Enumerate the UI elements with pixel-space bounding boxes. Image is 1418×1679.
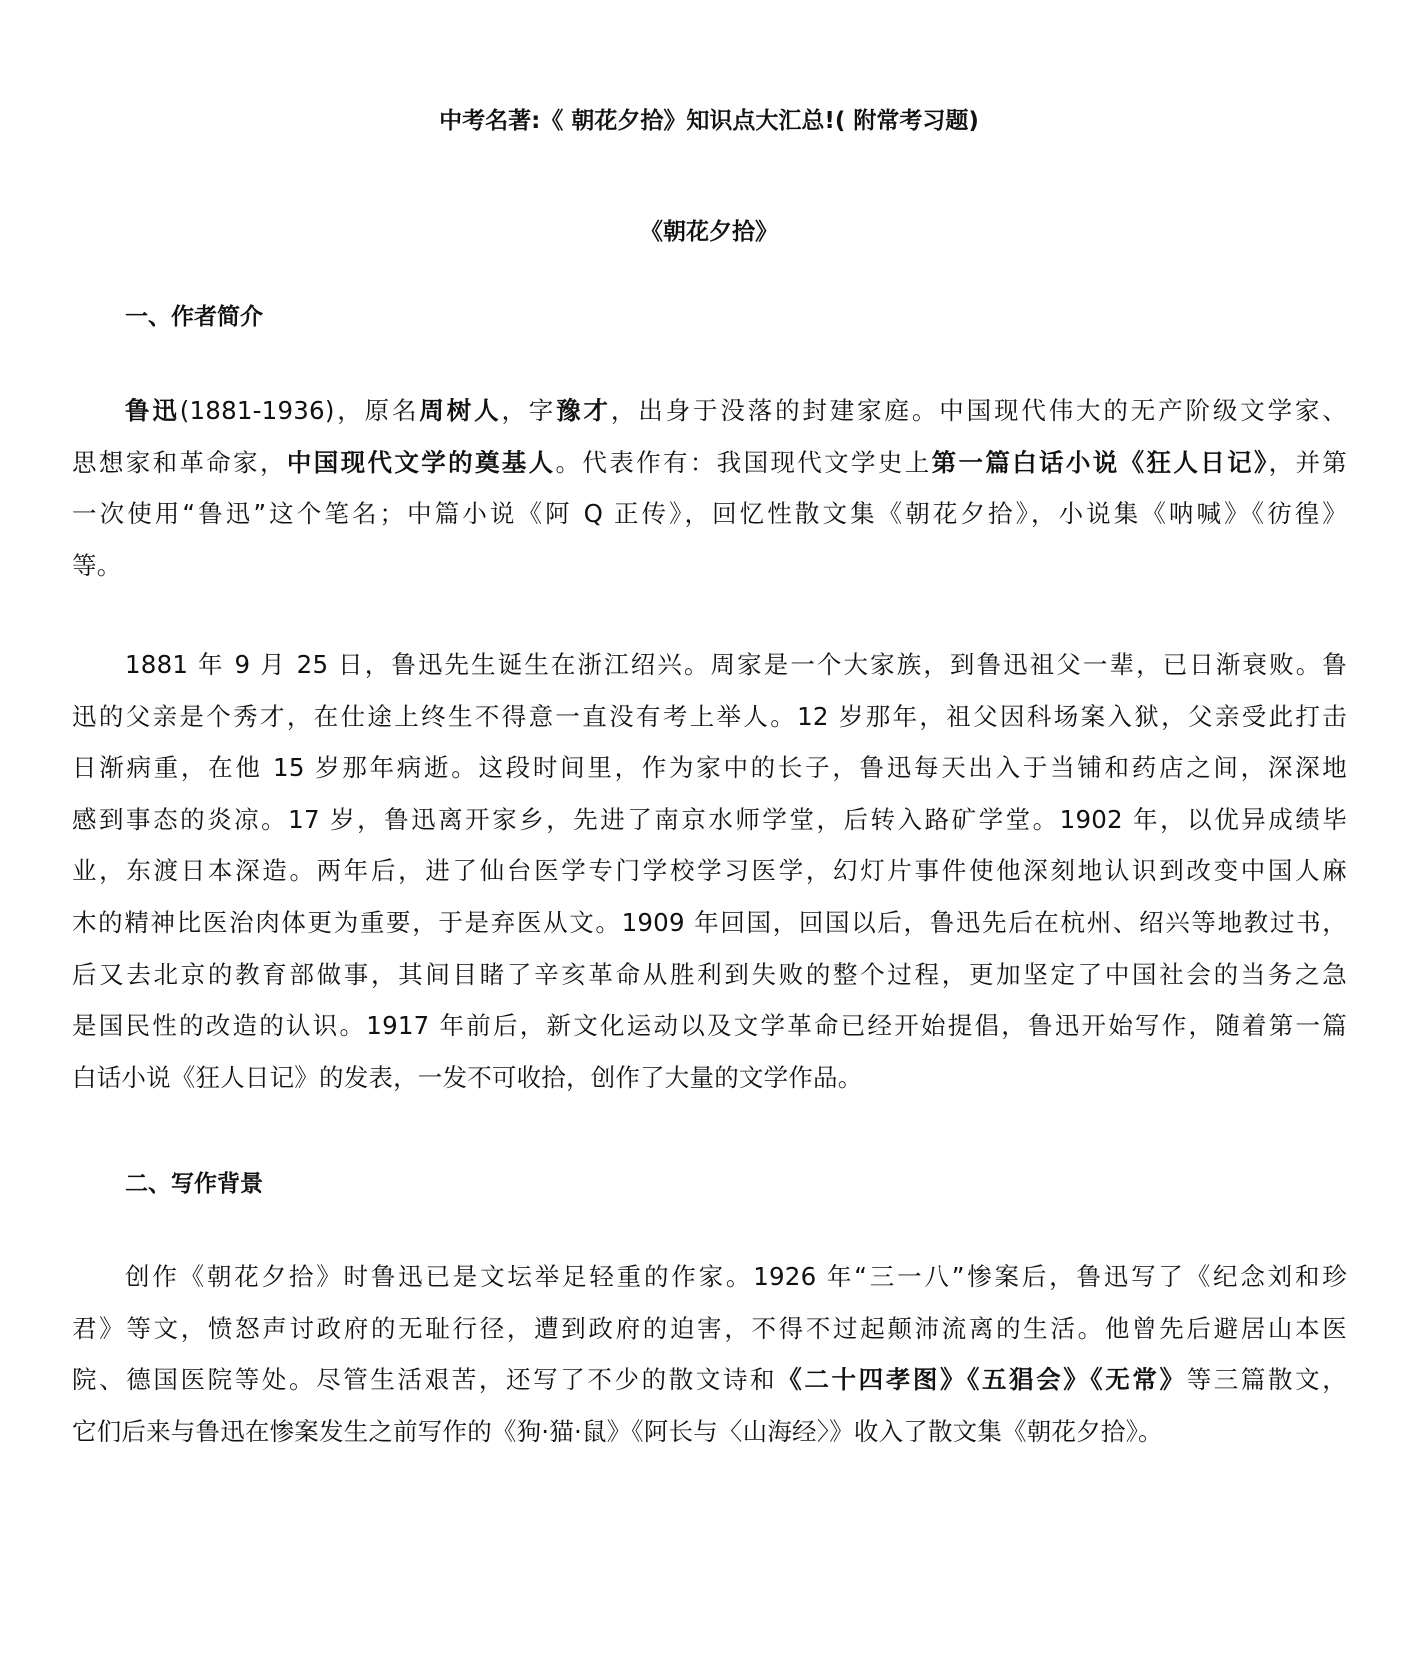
text-run: 创作《朝花夕拾》时鲁迅已是文坛举足轻重的作家。1926 年“三一八”惨案后，鲁迅写了《纪念刘和珍 <box>125 1262 1347 1291</box>
text-line <box>72 499 1347 529</box>
text-run: 1881 年 9 月 25 日，鲁迅先生诞生在浙江绍兴。周家是一个大家族，到鲁迅祖父一辈，已日渐衰败。鲁 <box>125 650 1347 679</box>
bold-text-run: 豫才 <box>556 396 611 425</box>
section-heading-author: 一、作者简介 <box>125 304 263 330</box>
text-run: 业，东渡日本深造。两年后，进了仙台医学专门学校学习医学，幻灯片事件使他深刻地认识到改变中国人麻 <box>72 856 1347 886</box>
text-line <box>72 551 121 581</box>
text-line <box>72 1365 1347 1395</box>
text-line <box>125 650 1347 680</box>
text-run: 院、德国医院等处。尽管生活艰苦，还写了不少的散文诗和 <box>72 1365 778 1395</box>
text-run: 白话小说《狂人日记》的发表，一发不可收拾，创作了大量的文学作品。 <box>72 1062 863 1092</box>
bold-text-run: 周树人 <box>419 396 502 425</box>
bold-text-run: 中国现代文学的奠基人 <box>286 447 556 477</box>
text-run: 迅的父亲是个秀才，在仕途上终生不得意一直没有考上举人。12 岁那年，祖父因科场案入狱，父亲受此打击 <box>72 701 1347 731</box>
text-run: 等。 <box>72 550 122 580</box>
text-line <box>72 1314 1347 1344</box>
text-run: 。代表作有：我国现代文学史上 <box>555 447 932 477</box>
text-run: 一次使用“鲁迅”这个笔名；中篇小说《阿 Q 正传》，回忆性散文集《朝花夕拾》，小说集《呐喊》《彷徨》 <box>72 499 1347 529</box>
text-line <box>72 908 1347 938</box>
text-line <box>72 856 1347 886</box>
text-run: 它们后来与鲁迅在惨案发生之前写作的《狗·猫·鼠》《阿长与〈山海经〉》收入了散文集《朝花夕拾》。 <box>72 1416 1163 1446</box>
text-run: ，并第 <box>1268 447 1348 477</box>
text-run: 君》等文，愤怒声讨政府的无耻行径，遭到政府的迫害，不得不过起颠沛流离的生活。他曾先后避居山本医 <box>72 1313 1347 1343</box>
text-run: 木的精神比医治肉体更为重要，于是弃医从文。1909 年回国，回国以后，鲁迅先后在杭州、绍兴等地教过书， <box>72 908 1347 937</box>
text-line <box>125 396 1347 426</box>
text-line <box>72 753 1347 783</box>
text-line <box>72 1011 1347 1041</box>
bold-text-run: 鲁迅 <box>125 396 180 425</box>
text-run: 感到事态的炎凉。17 岁，鲁迅离开家乡，先进了南京水师学堂，后转入路矿学堂。1902 年，以优异成绩毕 <box>72 804 1347 834</box>
text-line <box>72 805 1347 835</box>
text-line <box>125 1262 1347 1292</box>
text-line <box>72 448 1347 478</box>
text-run: ，出身于没落的封建家庭。中国现代伟大的无产阶级文学家、 <box>610 396 1348 425</box>
text-run: 后又去北京的教育部做事，其间目睹了辛亥革命从胜利到失败的整个过程，更加坚定了中国社会的当务之急 <box>72 959 1347 989</box>
section-heading-background: 二、写作背景 <box>125 1171 263 1197</box>
text-line <box>72 960 1347 990</box>
text-run: 思想家和革命家， <box>72 447 287 477</box>
text-line <box>72 1063 862 1093</box>
text-line <box>72 1417 1163 1447</box>
text-run: 等三篇散文， <box>1186 1365 1348 1395</box>
text-line <box>72 702 1347 732</box>
document-title: 中考名著:《 朝花夕拾》知识点大汇总!( 附常考习题) <box>439 108 979 134</box>
bold-text-run: 第一篇白话小说《狂人日记》 <box>931 447 1269 477</box>
text-run: 是国民性的改造的认识。1917 年前后，新文化运动以及文学革命已经开始提倡，鲁迅开始写作，随着第一篇 <box>72 1011 1347 1041</box>
text-run: 日渐病重，在他 15 岁那年病逝。这段时间里，作为家中的长子，鲁迅每天出入于当铺和药店之间，深深地 <box>72 753 1347 783</box>
text-run: (1881-1936)，原名 <box>179 396 420 425</box>
book-title: 《朝花夕拾》 <box>640 219 778 245</box>
text-run: ，字 <box>501 396 557 425</box>
bold-text-run: 《二十四孝图》《五猖会》《无常》 <box>777 1365 1187 1395</box>
